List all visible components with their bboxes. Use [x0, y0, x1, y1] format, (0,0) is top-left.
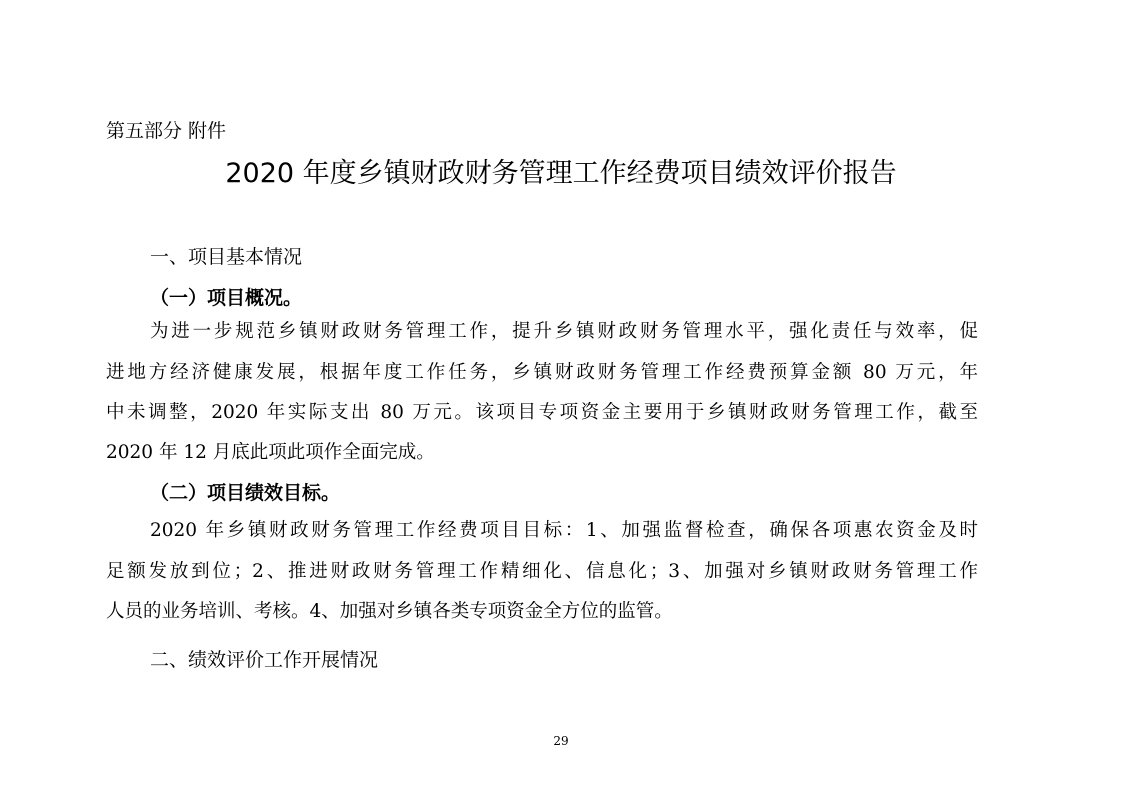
subsection-heading-2: （二）项目绩效目标。: [150, 482, 341, 504]
section-heading-1: 一、项目基本情况: [150, 246, 303, 268]
paragraph-line: 中未调整，2020 年实际支出 80 万元。该项目专项资金主要用于乡镇财政财务管理工作，截至: [106, 402, 978, 423]
paragraph-line: 2020 年 12 月底此项此项作全面完成。: [106, 442, 435, 463]
paragraph-line: 进地方经济健康发展，根据年度工作任务，乡镇财政财务管理工作经费预算金额 80 万元，年: [106, 362, 978, 383]
section-label: 第五部分 附件: [106, 120, 227, 142]
section-heading-2: 二、绩效评价工作开展情况: [150, 649, 379, 671]
paragraph-line: 足额发放到位；2、推进财政财务管理工作精细化、信息化；3、加强对乡镇财政财务管理工作: [106, 561, 978, 582]
paragraph-line: 为进一步规范乡镇财政财务管理工作，提升乡镇财政财务管理水平，强化责任与效率，促: [150, 321, 978, 342]
paragraph-line: 2020 年乡镇财政财务管理工作经费项目目标：1、加强监督检查，确保各项惠农资金及时: [150, 520, 978, 541]
paragraph-line: 人员的业务培训、考核。4、加强对乡镇各类专项资金全方位的监管。: [106, 601, 673, 622]
page-number: 29: [553, 734, 569, 748]
subsection-heading-1: （一）项目概况。: [150, 287, 303, 309]
document-title: 2020 年度乡镇财政财务管理工作经费项目绩效评价报告: [225, 158, 897, 189]
